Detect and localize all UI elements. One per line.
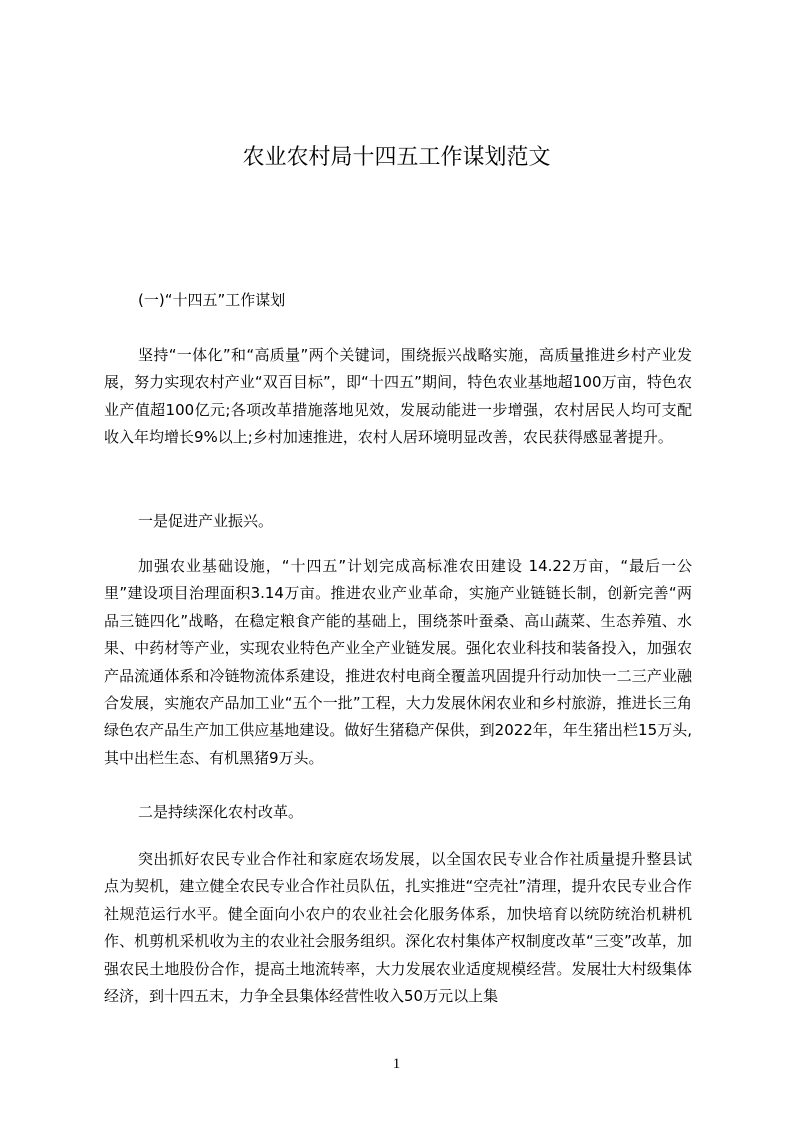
subsection-paragraph-industry: 加强农业基础设施，“十四五”计划完成高标准农田建设 14.22万亩，“最后一公里”建设项目治理面积3.14万亩。推进农业产业革命，实施产业链链长制，创新完善“两品三链四化”战略，在稳定粮食产能的基础上，围绕茶叶蚕桑、高山蔬菜、生态养殖、水果、中药材等产业，实现农业特色产业全产业链发展。强化农业科技和装备投入，加强农产品流通体系和冷链物流体系建设，推进农村电商全覆盖巩固提升行动加快一二三产业融合发展，实施农产品加工业“五个一批”工程，大力发展休闲农业和乡村旅游，推进长三角绿色农产品生产加工供应基地建设。做好生猪稳产保供，到2022年，年生猪出栏15万头,其中出栏生态、有机黑猪9万头。 xyxy=(104,557,692,767)
document-title: 农业农村局十四五工作谋划范文 xyxy=(242,145,551,170)
page-number: 1 xyxy=(392,1056,401,1072)
intro-paragraph: 坚持“一体化”和“高质量”两个关键词，围绕振兴战略实施，高质量推进乡村产业发展，努力实现农村产业“双百目标”，即“十四五”期间，特色农业基地超100万亩，特色农业产值超100亿元;各项改革措施落地见效，发展动能进一步增强，农村居民人均可支配收入年均增长9%以上;乡村加速推进，农村人居环境明显改善，农民获得感显著提升。 xyxy=(104,346,692,447)
subsection-heading-reform: 二是持续深化农村改革。 xyxy=(138,803,304,821)
subsection-paragraph-reform: 突出抓好农民专业合作社和家庭农场发展，以全国农民专业合作社质量提升整县试点为契机，建立健全农民专业合作社员队伍，扎实推进“空壳社”清理，提升农民专业合作社规范运行水平。健全面向小农户的农业社会化服务体系，加快培育以统防统治机耕机作、机剪机采机收为主的农业社会服务组织。深化农村集体产权制度改革“三变”改革，加强农民土地股份合作，提高土地流转率，大力发展农业适度规模经营。发展壮大村级集体经济，到十四五末，力争全县集体经营性收入50万元以上集 xyxy=(104,850,692,1006)
subsection-heading-industry: 一是促进产业振兴。 xyxy=(138,512,274,530)
section-heading: (一)“十四五”工作谋划 xyxy=(138,291,286,309)
